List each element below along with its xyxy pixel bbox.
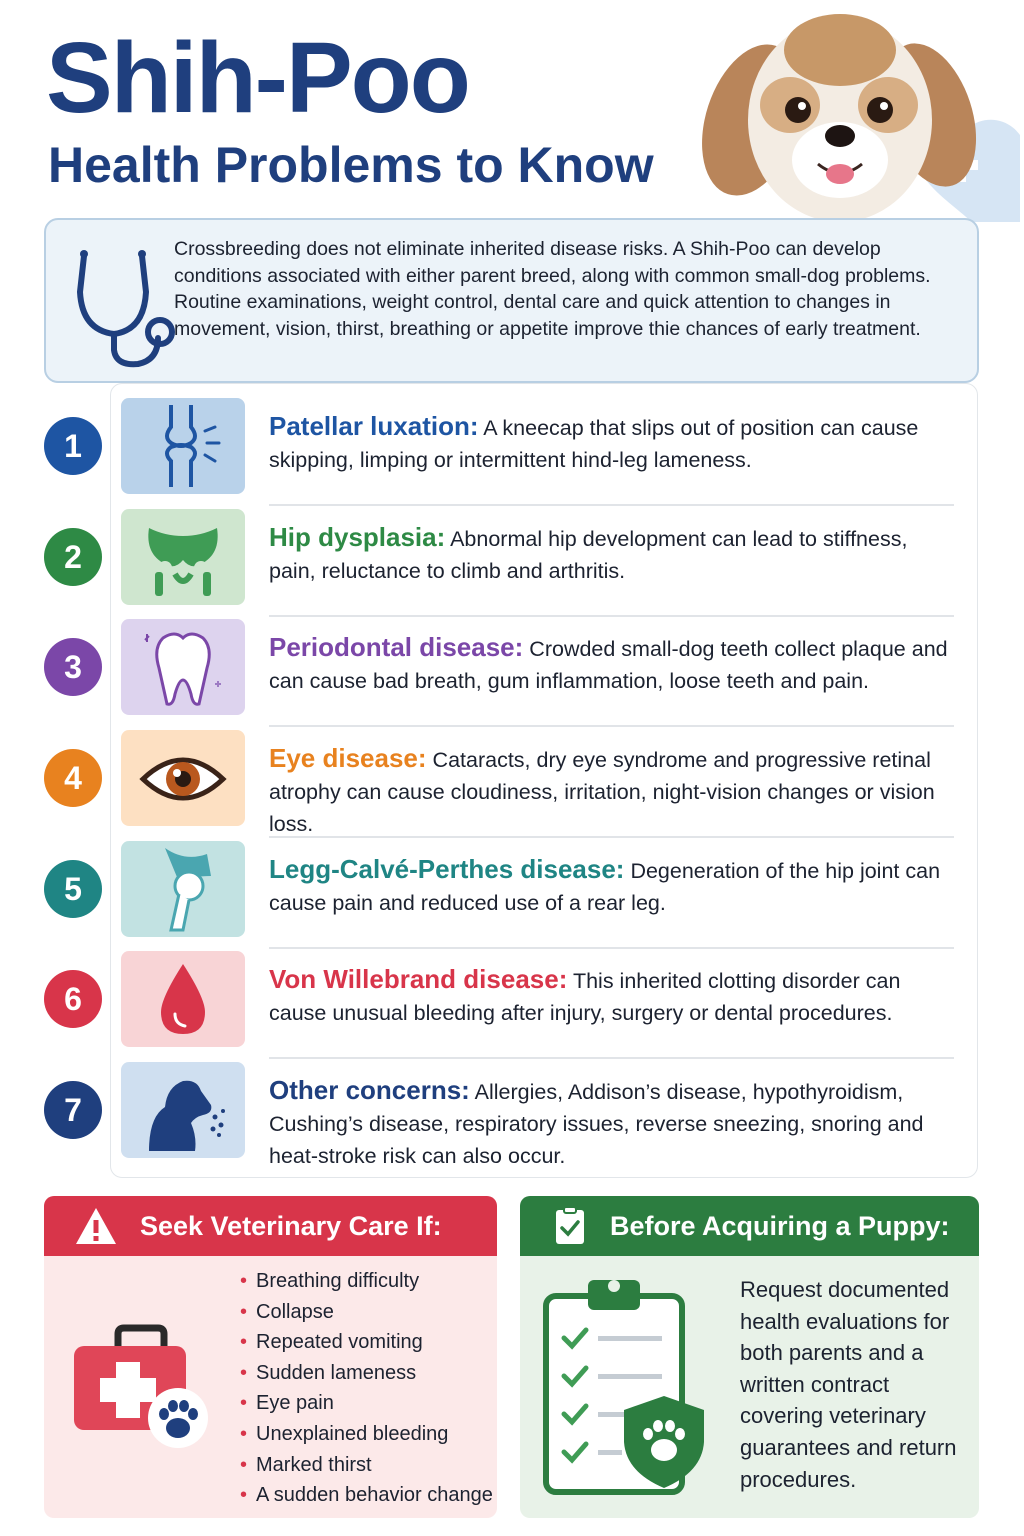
condition-heading: Von Willebrand disease:: [269, 964, 568, 994]
before-puppy-text: Request documented health evaluations for both parents and a written contract covering veterinary guarantees and return procedures.: [740, 1277, 957, 1492]
list-item: • Unexplained bleeding: [240, 1419, 493, 1450]
condition-heading: Hip dysplasia:: [269, 522, 446, 552]
condition-text: [269, 631, 959, 697]
condition-heading: Periodontal disease:: [269, 632, 524, 662]
list-item: • Marked thirst: [240, 1450, 493, 1481]
condition-heading: Patellar luxation:: [269, 411, 479, 441]
list-item: • Collapse: [240, 1297, 493, 1328]
care-list: [240, 1266, 493, 1511]
list-item: • Sudden lameness: [240, 1358, 493, 1389]
condition-item: [0, 730, 1024, 840]
intro-card: [44, 218, 979, 383]
condition-item: [0, 841, 1024, 951]
condition-item: [0, 951, 1024, 1061]
condition-description: A kneecap that slips out of position can cause skipping, limping or intermittent hind-leg lameness.: [269, 416, 919, 472]
condition-description: Abnormal hip development can lead to stiffness, pain, reluctance to climb and arthritis.: [269, 527, 908, 583]
condition-icon-tile: [121, 730, 245, 826]
divider: [269, 1057, 954, 1059]
list-item: • Repeated vomiting: [240, 1327, 493, 1358]
dog-portrait-icon: [700, 10, 1020, 222]
condition-item: [0, 398, 1024, 508]
list-item: • Breathing difficulty: [240, 1266, 493, 1297]
divider: [269, 615, 954, 617]
condition-icon-tile: [121, 951, 245, 1047]
list-item: • Eye pain: [240, 1388, 493, 1419]
condition-text: [269, 853, 959, 919]
intro-text: Crossbreeding does not eliminate inherited disease risks. A Shih-Poo can develop conditions associated with either parent breed, along with common small-dog problems. Routine examinations, weight control, dental care and quick attention to changes in movement, vision, thirst, breathing or appetite improve thie chances of early treatment.: [174, 238, 931, 340]
seek-vet-care-header: [44, 1196, 497, 1256]
condition-item: [0, 619, 1024, 729]
before-puppy-header: [520, 1196, 979, 1256]
condition-number-badge: 6: [44, 970, 102, 1028]
knee-joint-icon: [135, 403, 231, 489]
condition-description: Crowded small-dog teeth collect plaque and can cause bad breath, gum inflammation, loose teeth and pain.: [269, 637, 948, 693]
condition-heading: Eye disease:: [269, 743, 427, 773]
condition-text: [269, 742, 959, 840]
clipboard-check-icon: [548, 1206, 592, 1246]
first-aid-kit-icon: [72, 1322, 212, 1452]
list-item: • A sudden behavior change: [240, 1480, 493, 1511]
condition-text: [269, 1074, 959, 1172]
condition-icon-tile: [121, 1062, 245, 1158]
condition-heading: Legg-Calvé-Perthes disease:: [269, 854, 625, 884]
seek-vet-care-title: Seek Veterinary Care If:: [140, 1210, 442, 1241]
warning-icon: [74, 1206, 118, 1246]
tooth-icon: [135, 624, 231, 710]
condition-item: [0, 509, 1024, 619]
condition-description: Degeneration of the hip joint can cause pain and reduced use of a rear leg.: [269, 859, 941, 915]
condition-number-badge: 7: [44, 1081, 102, 1139]
condition-number-badge: 1: [44, 417, 102, 475]
hip-joint-icon: [135, 846, 231, 932]
condition-icon-tile: [121, 398, 245, 494]
pelvis-icon: [135, 514, 231, 600]
condition-text: [269, 521, 959, 587]
condition-number-badge: 2: [44, 528, 102, 586]
blood-drop-icon: [135, 956, 231, 1042]
before-puppy-title: Before Acquiring a Puppy:: [610, 1210, 950, 1241]
divider: [269, 947, 954, 949]
condition-icon-tile: [121, 841, 245, 937]
divider: [269, 504, 954, 506]
before-puppy-panel: [520, 1196, 979, 1518]
condition-description: This inherited clotting disorder can cause unusual bleeding after injury, surgery or dental procedures.: [269, 969, 901, 1025]
divider: [269, 836, 954, 838]
condition-number-badge: 3: [44, 638, 102, 696]
condition-description: Allergies, Addison’s disease, hypothyroidism, Cushing’s disease, respiratory issues, reverse sneezing, snoring and heat-stroke risk can also occur.: [269, 1080, 924, 1168]
condition-text: [269, 410, 959, 476]
condition-heading: Other concerns:: [269, 1075, 470, 1105]
condition-item: [0, 1062, 1024, 1172]
page-title: Shih-Poo: [46, 22, 469, 134]
health-checklist-icon: [542, 1272, 710, 1496]
condition-number-badge: 5: [44, 860, 102, 918]
dog-sneezing-icon: [135, 1067, 231, 1153]
condition-icon-tile: [121, 509, 245, 605]
eye-icon: [135, 735, 231, 821]
page-subtitle: Health Problems to Know: [48, 137, 654, 193]
condition-number-badge: 4: [44, 749, 102, 807]
condition-description: Cataracts, dry eye syndrome and progressive retinal atrophy can cause cloudiness, irritation, night-vision changes or vision loss.: [269, 748, 935, 836]
condition-icon-tile: [121, 619, 245, 715]
divider: [269, 725, 954, 727]
stethoscope-icon: [68, 242, 188, 372]
condition-text: [269, 963, 959, 1029]
seek-vet-care-panel: [44, 1196, 497, 1518]
